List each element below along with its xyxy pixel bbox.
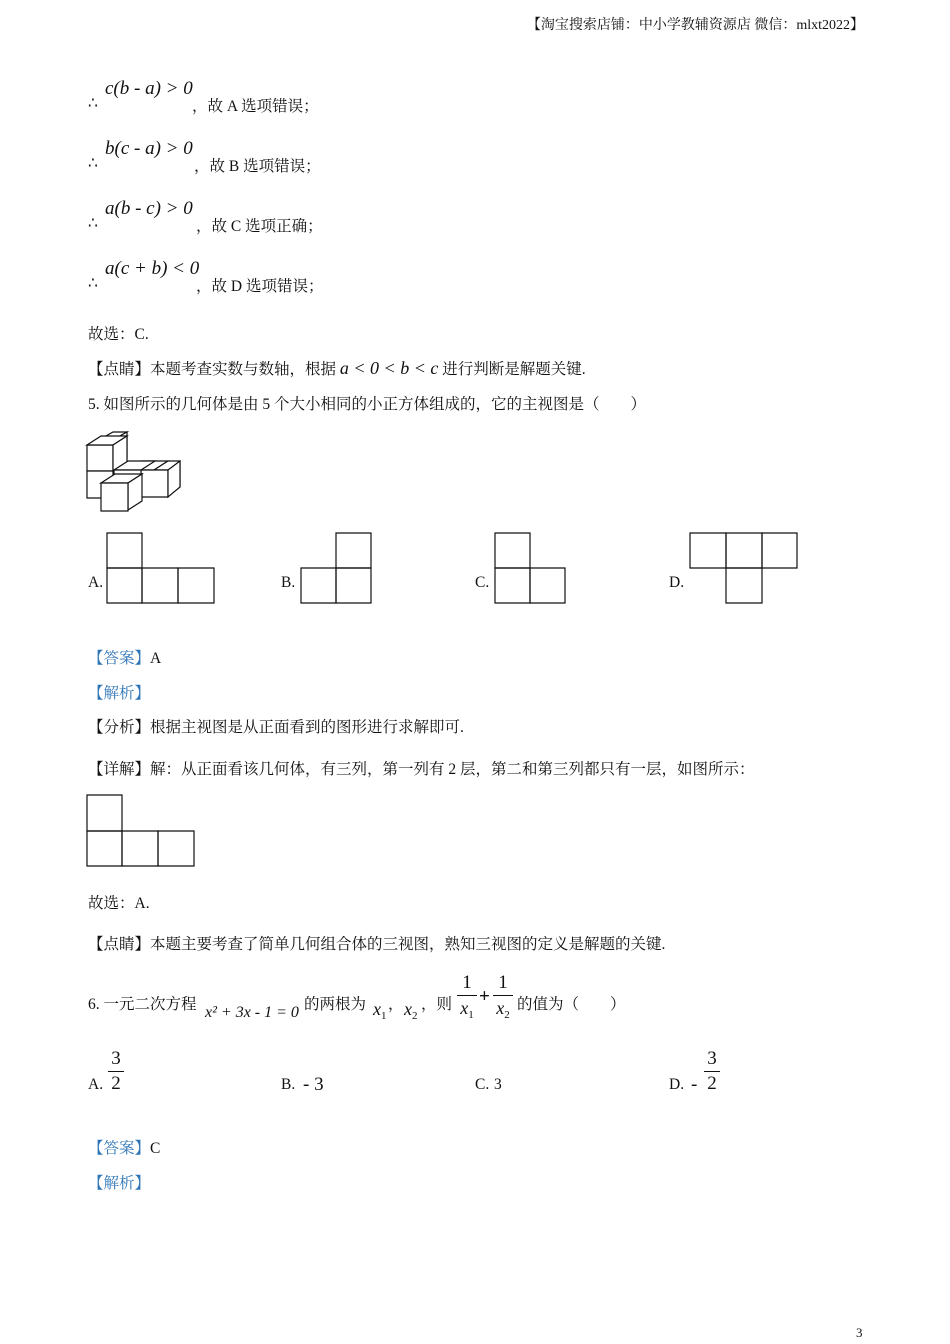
frac2-den-var: x — [496, 998, 505, 1018]
q6-option-d-frac — [704, 1048, 720, 1095]
q5-answer — [88, 646, 161, 668]
frac2-den-sub: 2 — [504, 1009, 510, 1021]
frac1-denominator — [457, 997, 477, 1026]
comment-text: 本题主要考查了简单几何组合体的三视图，熟知三视图的定义是解题的关键. — [150, 936, 666, 953]
q6-equation: x² + 3x - 1 = 0 — [205, 1004, 299, 1021]
comment-tag: 【点睛】 — [88, 361, 151, 378]
comment-expr: a < 0 < b < c — [339, 358, 439, 378]
q6-stem-post: 的值为（ ） — [517, 996, 626, 1013]
answer-tag: 【答案】 — [88, 1140, 151, 1157]
q6-option-d-sign: - — [691, 1074, 698, 1095]
q6-sep: ， — [388, 996, 404, 1013]
q5-analysis-tag: 【解析】 — [88, 685, 151, 702]
q6-option-b-label: B. — [281, 1076, 296, 1093]
root1-var: x — [373, 999, 381, 1019]
therefore-symbol: ∴ — [88, 215, 98, 232]
q6-stem-pre: 6. 一元二次方程 — [88, 996, 197, 1013]
q6-root1 — [373, 999, 387, 1022]
conclusion-4: ，故 D 选项错误； — [196, 278, 324, 295]
comment-text-pre: 本题考查实数与数轴，根据 — [150, 361, 337, 378]
expr-2: b(c - a) > 0 — [105, 138, 193, 159]
q5-stem: 5. 如图所示的几何体是由 5 个大小相同的小正方体组成的，它的主视图是（ ） — [88, 396, 647, 413]
therefore-symbol: ∴ — [88, 95, 98, 112]
therefore-line-4 — [88, 274, 98, 293]
frac2-numerator: 1 — [498, 972, 508, 993]
frac1-den-sub: 1 — [468, 1009, 474, 1021]
frac1-numerator: 1 — [462, 972, 472, 993]
q5-option-d-label: D. — [669, 574, 685, 591]
q5-option-a-figure — [105, 531, 217, 605]
frac1-bar — [457, 995, 477, 996]
answer-value: C — [150, 1140, 161, 1157]
therefore-line-3 — [88, 214, 98, 233]
q6-frac2 — [493, 972, 513, 1026]
q6-plus: + — [479, 986, 490, 1007]
option-d-denominator: 2 — [707, 1073, 717, 1094]
q5-option-b-label: B. — [281, 574, 296, 591]
conclusion-2: ，故 B 选项错误； — [194, 158, 321, 175]
q5-option-c-figure — [493, 531, 569, 605]
q5-solid-figure — [84, 430, 186, 516]
q5-comment — [88, 932, 665, 954]
therefore-line-2 — [88, 154, 98, 173]
option-a-denominator: 2 — [111, 1073, 121, 1094]
therefore-symbol: ∴ — [88, 155, 98, 172]
answer-value: A — [150, 650, 162, 667]
xiangjie-tag: 【详解】 — [88, 761, 151, 778]
xiangjie-text: 解：从正面看该几何体，有三列，第一列有 2 层，第二和第三列都只有一层，如图所示： — [150, 761, 755, 778]
q5-option-c-label: C. — [475, 574, 490, 591]
q5-option-b-figure — [299, 531, 375, 605]
q6-option-a-frac — [108, 1048, 124, 1095]
q5-xiangjie — [88, 757, 755, 779]
therefore-symbol: ∴ — [88, 275, 98, 292]
frac1-den-var: x — [460, 998, 469, 1018]
q6-analysis-tag: 【解析】 — [88, 1175, 151, 1192]
conclusion-3: ，故 C 选项正确； — [196, 218, 323, 235]
option-a-bar — [108, 1071, 124, 1072]
comment-tag: 【点睛】 — [88, 936, 151, 953]
therefore-line-1 — [88, 94, 98, 113]
q6-option-c-label: C. — [475, 1076, 490, 1093]
root2-var: x — [404, 999, 412, 1019]
q5-option-a-label: A. — [88, 574, 104, 591]
frac2-bar — [493, 995, 513, 996]
frac2-denominator — [493, 997, 513, 1026]
expr-1: c(b - a) > 0 — [105, 78, 193, 99]
q6-stem-then: ，则 — [421, 996, 453, 1013]
option-d-numerator: 3 — [707, 1048, 717, 1069]
q6-answer — [88, 1136, 160, 1158]
option-d-bar — [704, 1071, 720, 1072]
q4-choice: 故选：C. — [88, 326, 149, 343]
conclusion-1: ，故 A 选项错误； — [192, 98, 319, 115]
q5-option-d-figure — [688, 531, 800, 605]
q6-root2 — [404, 999, 418, 1022]
q6-option-b-value: - 3 — [303, 1074, 324, 1095]
expr-3: a(b - c) > 0 — [105, 198, 193, 219]
root2-sub: 2 — [412, 1010, 418, 1022]
q6-option-a-label: A. — [88, 1076, 104, 1093]
expr-4: a(c + b) < 0 — [105, 258, 200, 279]
root1-sub: 1 — [381, 1010, 387, 1022]
q6-option-d-label: D. — [669, 1076, 685, 1093]
fenxi-text: 根据主视图是从正面看到的图形进行求解即可. — [150, 719, 464, 736]
answer-tag: 【答案】 — [88, 650, 151, 667]
q5-solution-figure — [85, 793, 197, 869]
q6-stem-mid: 的两根为 — [304, 996, 367, 1013]
q6-frac1 — [457, 972, 477, 1026]
q4-comment — [88, 357, 586, 379]
q5-fenxi — [88, 715, 464, 737]
comment-text-post: 进行判断是解题关键. — [442, 361, 586, 378]
q6-option-c-value: 3 — [494, 1076, 502, 1093]
q5-choice: 故选：A. — [88, 895, 150, 912]
fenxi-tag: 【分析】 — [88, 719, 151, 736]
page-number: 3 — [856, 1325, 863, 1340]
option-a-numerator: 3 — [111, 1048, 121, 1069]
page-header: 【淘宝搜索店铺：中小学教辅资源店 微信：mlxt2022】 — [526, 18, 864, 33]
